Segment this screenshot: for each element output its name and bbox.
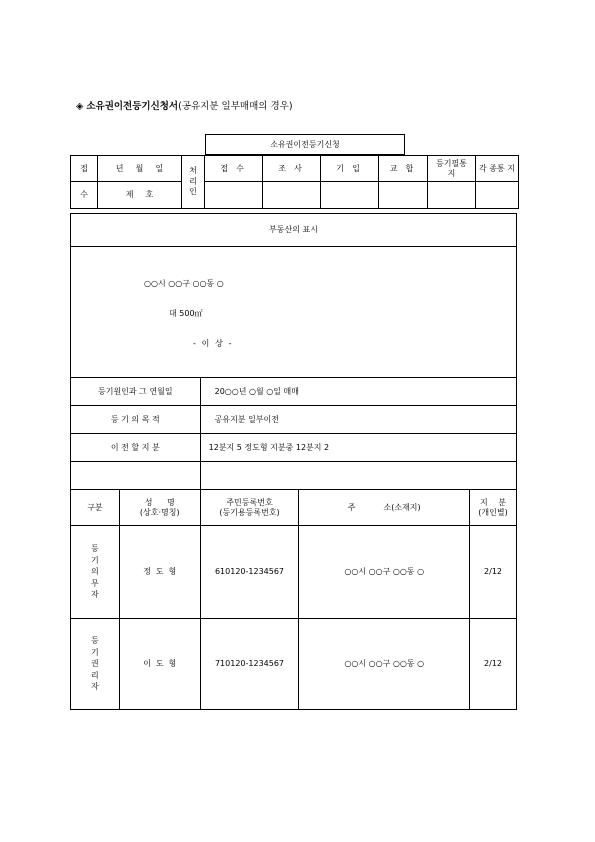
party-role-obligee: 등기권리자 xyxy=(71,619,120,710)
party-col-share: 지 분 (개인별) xyxy=(470,490,517,526)
party-id-obligee: 710120-1234567 xyxy=(200,619,299,710)
property-section xyxy=(70,213,517,378)
party-address-obligee: ○○시 ○○구 ○○동 ○ xyxy=(299,619,470,710)
property-address: ○○시 ○○구 ○○동 ○ xyxy=(144,279,224,288)
party-name-obligor: 정 도 형 xyxy=(119,526,200,619)
column-check: 교 합 xyxy=(379,156,428,182)
detail-label-cause: 등기원인과 그 연월일 xyxy=(71,378,201,406)
party-name-obligee: 이 도 형 xyxy=(119,619,200,710)
detail-empty-label xyxy=(71,462,201,490)
party-share-obligee: 2/12 xyxy=(470,619,517,710)
cell-review xyxy=(263,182,321,209)
property-end-mark: - 이 상 - xyxy=(193,339,232,348)
party-role-obligor: 등기의무자 xyxy=(71,526,120,619)
form-subtitle: (공유지분 일부매매의 경우) xyxy=(178,101,293,112)
column-review: 조 사 xyxy=(263,156,321,182)
page-title xyxy=(76,98,293,112)
party-address-obligor: ○○시 ○○구 ○○동 ○ xyxy=(299,526,470,619)
table-row xyxy=(71,526,517,619)
reception-table xyxy=(70,155,519,209)
column-various-notice: 각 종통 지 xyxy=(476,156,519,182)
detail-empty-value xyxy=(200,462,516,490)
column-reception: 접 수 xyxy=(205,156,263,182)
detail-label-share: 이 전 할 지 분 xyxy=(71,434,201,462)
column-entry: 기 입 xyxy=(321,156,379,182)
property-header: 부동산의 표시 xyxy=(71,214,516,247)
party-col-id: 주민등록번호 (등기용등록번호) xyxy=(200,490,299,526)
party-col-category: 구분 xyxy=(71,490,120,526)
detail-value-share: 12분지 5 정도형 지분중 12분지 2 xyxy=(200,434,516,462)
reception-label-a: 접 xyxy=(71,156,98,182)
cell-check xyxy=(379,182,428,209)
party-col-address: 주 소(소재지) xyxy=(299,490,470,526)
processor-label: 처리인 xyxy=(182,156,205,209)
cell-reception xyxy=(205,182,263,209)
party-col-name: 성 명 (상호·명칭) xyxy=(119,490,200,526)
cell-various-notice xyxy=(476,182,519,209)
diamond-icon: ◈ xyxy=(76,101,84,112)
column-completion-notice: 등기필통 지 xyxy=(428,156,476,182)
detail-value-purpose: 공유지분 일부이전 xyxy=(200,406,516,434)
detail-value-cause: 20○○년 ○월 ○일 매매 xyxy=(200,378,516,406)
cell-entry xyxy=(321,182,379,209)
reception-label-b: 수 xyxy=(71,182,98,209)
form-title: 소유권이전등기신청서 xyxy=(86,101,179,112)
cell-completion-notice xyxy=(428,182,476,209)
table-row xyxy=(71,619,517,710)
detail-label-purpose: 등 기 의 목 적 xyxy=(71,406,201,434)
party-share-obligor: 2/12 xyxy=(470,526,517,619)
reception-header: 소유권이전등기신청 xyxy=(205,134,405,155)
details-table xyxy=(70,377,517,710)
property-area: 대 500㎡ xyxy=(169,309,203,318)
party-id-obligor: 610120-1234567 xyxy=(200,526,299,619)
reception-number-label: 제 호 xyxy=(98,182,182,209)
reception-date-label: 년 월 일 xyxy=(98,156,182,182)
